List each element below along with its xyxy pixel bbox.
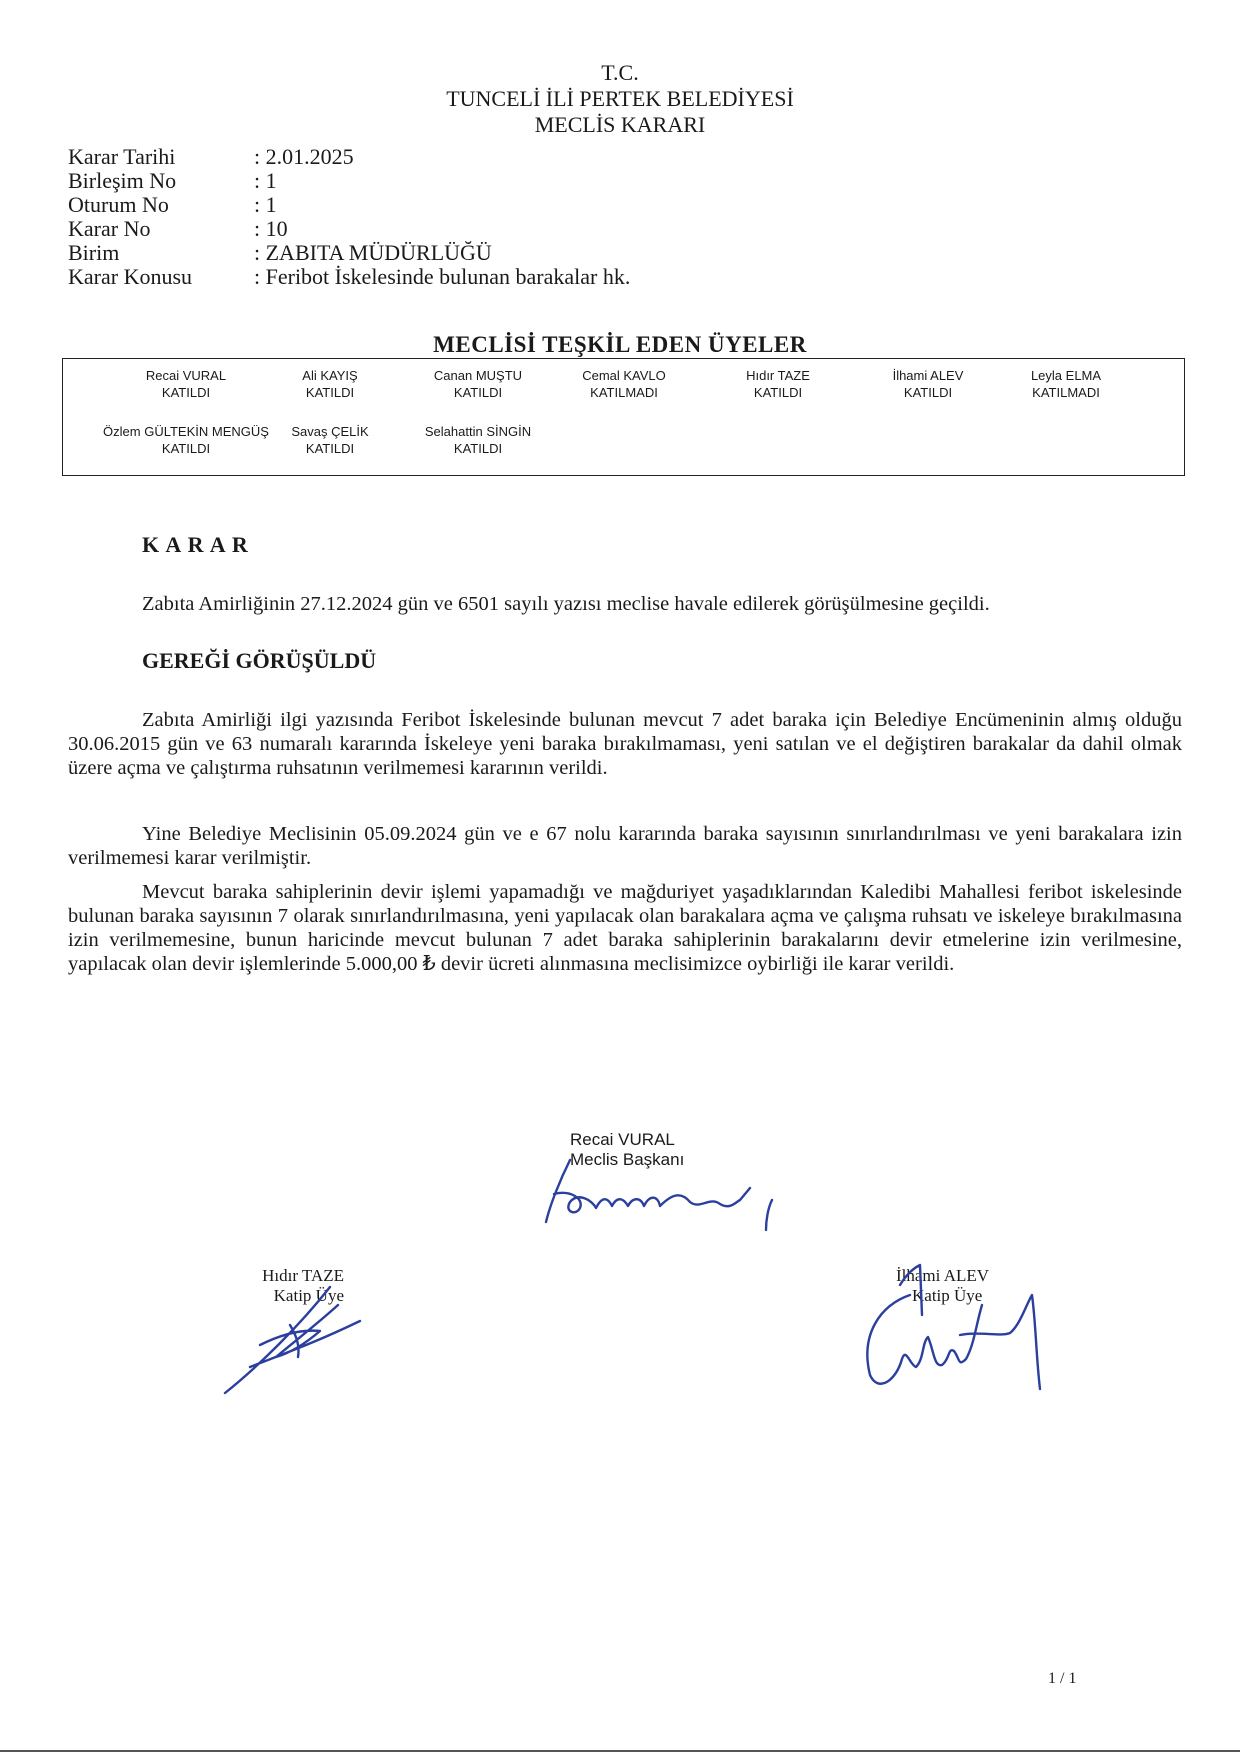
header-tc: T.C. — [601, 60, 639, 85]
member-cell — [111, 367, 261, 401]
member-status: KATILDI — [305, 441, 355, 456]
president-title: Meclis Başkanı — [570, 1150, 685, 1169]
clerk1-title: Katip Üye — [273, 1286, 344, 1305]
member-name: Recai VURAL — [145, 368, 227, 383]
member-cell — [703, 367, 853, 401]
meta-key: Karar No — [68, 216, 151, 241]
header-doc-type: MECLİS KARARI — [534, 112, 706, 137]
members-box — [62, 358, 1185, 476]
member-name: Savaş ÇELİK — [291, 424, 369, 439]
meta-value: : ZABITA MÜDÜRLÜĞÜ — [254, 240, 492, 265]
member-status: KATILDI — [161, 385, 211, 400]
clerk1-name: Hıdır TAZE — [262, 1266, 344, 1285]
meta-key: Birleşim No — [68, 168, 177, 193]
member-name: Özlem GÜLTEKİN MENGÜŞ — [103, 424, 269, 439]
meta-value: : 1 — [254, 168, 277, 193]
member-name: Cemal KAVLO — [582, 368, 666, 383]
member-cell — [255, 423, 405, 457]
member-name: Ali KAYIŞ — [302, 368, 358, 383]
member-status: KATILMADI — [590, 385, 658, 400]
clerk1-signature-drawing — [220, 1285, 380, 1395]
page-number: 1 / 1 — [1048, 1670, 1077, 1687]
meta-row — [68, 193, 630, 217]
geregi-paragraph-3: Mevcut baraka sahiplerinin devir işlemi yapamadığı ve mağduriyet yaşadıklarından Kaledibi Mahallesi feribot iskelesinde bulunan baraka sayısının 7 olarak sınırlandırılmasına, yeni yapılacak olan barakalara açma ve çalışma ruhsatı ve iskeleye bırakılmasına izin verilmemesine, bunun haricinde mevcut bulunan 7 adet baraka sahiplerinin barakalarını devir etmelerine izin verilmesine, yapılacak olan devir işlemlerinde 5.000,00 ₺ devir ücreti alınmasına meclisimizce oybirliği ile karar verildi. — [68, 881, 1182, 975]
meta-row — [68, 145, 630, 169]
meta-value: : Feribot İskelesinde bulunan barakalar hk. — [254, 264, 631, 289]
geregi-paragraph-2: Yine Belediye Meclisinin 05.09.2024 gün ve e 67 nolu kararında baraka sayısının sınırlandırılması ve yeni barakalara izin verilmemesi karar verilmiştir. — [68, 823, 1182, 869]
meta-row — [68, 169, 630, 193]
karar-intro: Zabıta Amirliğinin 27.12.2024 gün ve 6501 sayılı yazısı meclise havale edilerek görüşülmesine geçildi. — [142, 593, 990, 615]
geregi-heading: GEREĞİ GÖRÜŞÜLDÜ — [142, 648, 377, 673]
member-cell — [549, 367, 699, 401]
scan-edge-line — [0, 1750, 1240, 1752]
header-municipality: TUNCELİ İLİ PERTEK BELEDİYESİ — [446, 86, 794, 111]
member-status: KATILDI — [453, 385, 503, 400]
clerk2-signature-drawing — [850, 1255, 1050, 1395]
clerk2-name: İlhami ALEV — [896, 1266, 990, 1285]
president-signature-drawing — [540, 1150, 840, 1230]
member-cell — [91, 423, 281, 457]
meta-value: : 10 — [254, 216, 288, 241]
member-status: KATILDI — [453, 441, 503, 456]
member-cell — [853, 367, 1003, 401]
member-status: KATILDI — [305, 385, 355, 400]
meta-key: Karar Tarihi — [68, 144, 176, 169]
member-status: KATILDI — [753, 385, 803, 400]
clerk2-title: Katip Üye — [912, 1286, 983, 1305]
member-name: Hıdır TAZE — [746, 368, 810, 383]
meta-value: : 1 — [254, 192, 277, 217]
decision-meta — [68, 145, 630, 289]
member-name: İlhami ALEV — [892, 368, 964, 383]
meta-row — [68, 217, 630, 241]
president-name: Recai VURAL — [570, 1130, 675, 1149]
member-cell — [403, 423, 553, 457]
geregi-paragraph-1: Zabıta Amirliği ilgi yazısında Feribot İskelesinde bulunan mevcut 7 adet baraka için Belediye Encümeninin almış olduğu 30.06.2015 gün ve 63 numaralı kararında İskeleye yeni baraka bırakılmaması, yeni satılan ve el değiştiren barakalar da dahil olmak üzere açma ve çalıştırma ruhsatının verilmemesi kararının verildi. — [68, 709, 1182, 779]
member-cell — [403, 367, 553, 401]
meta-key: Karar Konusu — [68, 264, 193, 289]
member-status: KATILMADI — [1032, 385, 1100, 400]
member-cell — [255, 367, 405, 401]
member-name: Selahattin SİNGİN — [424, 424, 532, 439]
members-title: MECLİSİ TEŞKİL EDEN ÜYELER — [433, 332, 807, 357]
member-cell — [991, 367, 1141, 401]
member-status: KATILDI — [903, 385, 953, 400]
meta-key: Oturum No — [68, 192, 169, 217]
meta-row — [68, 265, 630, 289]
member-status: KATILDI — [161, 441, 211, 456]
meta-row — [68, 241, 630, 265]
member-name: Canan MUŞTU — [433, 368, 523, 383]
karar-heading: K A R A R — [142, 532, 249, 557]
member-name: Leyla ELMA — [1030, 368, 1102, 383]
meta-value: : 2.01.2025 — [254, 144, 354, 169]
meta-key: Birim — [68, 240, 120, 265]
